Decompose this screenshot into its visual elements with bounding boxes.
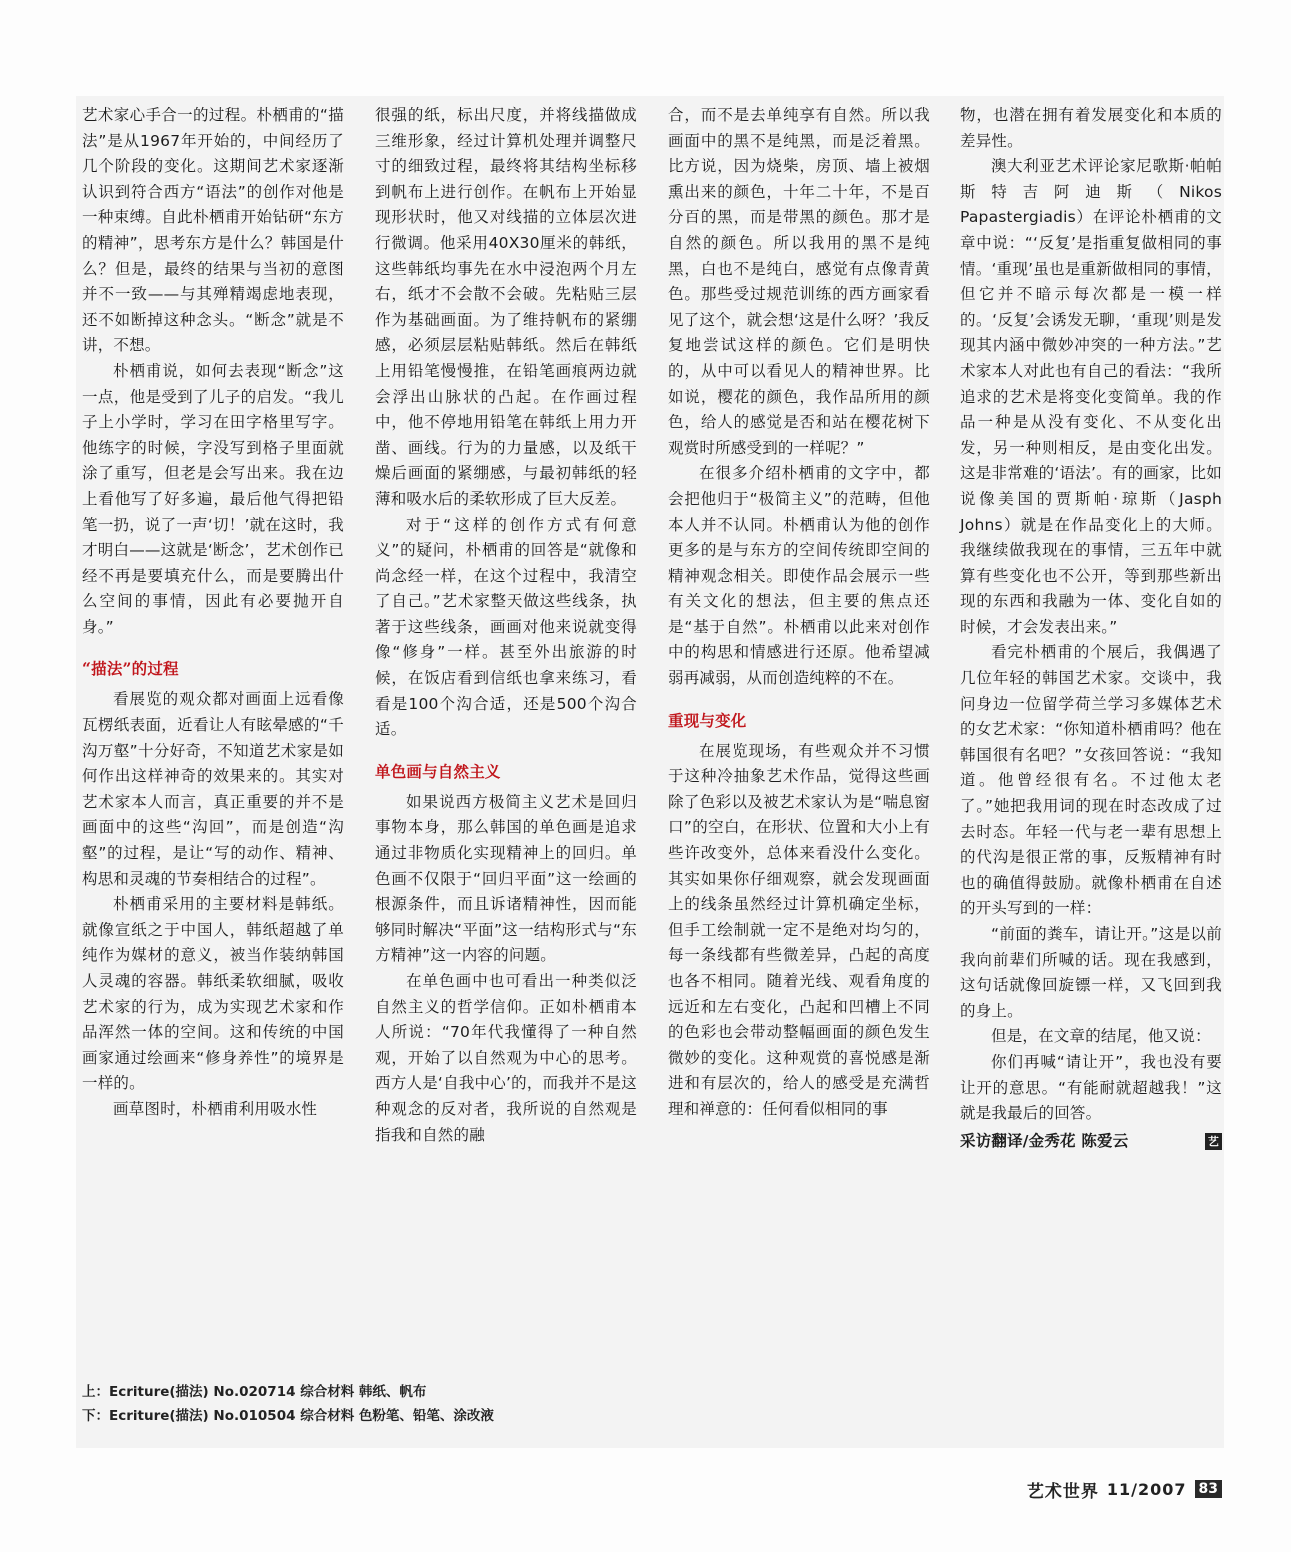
- caption-bottom: 下：Ecriture(描法) No.010504 综合材料 色粉笔、铅笔、涂改液: [82, 1408, 494, 1424]
- text-column-3: [668, 103, 930, 1123]
- paragraph: 画草图时，朴栖甫利用吸水性: [113, 1099, 318, 1118]
- text-column-2: [375, 103, 637, 1148]
- paragraph: “前面的粪车，请让开。”这是以前我向前辈们所喊的话。现在我感到，这句话就像回旋镖一样，又飞回到我的身上。: [960, 925, 1222, 1020]
- paragraph: 物，也潜在拥有着发展变化和本质的差异性。: [960, 106, 1222, 150]
- paragraph: 但是，在文章的结尾，他又说：: [991, 1027, 1211, 1046]
- page-number: 83: [1195, 1480, 1222, 1498]
- paragraph: 合，而不是去单纯享有自然。所以我画面中的黑不是纯黑，而是泛着黑。比方说，因为烧柴，房顶、墙上被烟熏出来的颜色，十年二十年，不是百分百的黑，而是带黑的颜色。那才是自然的颜色。所以我用的黑不是纯黑，白也不是纯白，感觉有点像青黄色。那些受过规范训练的西方画家看见了这个，就会想‘这是什么呀？’我反复地尝试这样的颜色。它们是明快的，从中可以看见人的精神世界。比如说，樱花的颜色，我作品所用的颜色，给人的感觉是否和站在樱花树下观赏时所感受到的一样呢？”: [668, 106, 930, 457]
- paragraph: 对于“这样的创作方式有何意义”的疑问，朴栖甫的回答是“就像和尚念经一样，在这个过程中，我清空了自己。”艺术家整天做这些线条，执著于这些线条，画画对他来说就变得像“修身”一样。甚至外出旅游的时候，在饭店看到信纸也拿来练习，看看是100个沟合适，还是500个沟合适。: [375, 515, 637, 739]
- paragraph: 艺术家心手合一的过程。朴栖甫的“描法”是从1967年开始的，中间经历了几个阶段的变化。这期间艺术家逐渐认识到符合西方“语法”的创作对他是一种束缚。自此朴栖甫开始钻研“东方的精神”，思考东方是什么？韩国是什么？但是，最终的结果与当初的意图并不一致——与其殚精竭虑地表现，还不如断掉这种念头。“断念”就是不讲，不想。: [82, 106, 344, 355]
- text-column-4: [960, 103, 1222, 1154]
- paragraph: 很强的纸，标出尺度，并将线描做成三维形象，经过计算机处理并调整尺寸的细致过程，最终将其结构坐标移到帆布上进行创作。在帆布上开始显现形状时，他又对线描的立体层次进行微调。他采用40X30厘米的韩纸，这些韩纸均事先在水中浸泡两个月左右，纸才不会散不会破。先粘贴三层作为基础画面。为了维持帆布的紧绷感，必须层层粘贴韩纸。然后在韩纸上用铅笔慢慢推，在铅笔画痕两边就会浮出山脉状的凸起。在作画过程中，他不停地用铅笔在韩纸上用力开凿、画线。行为的力量感，以及纸干燥后画面的紧绷感，与最初韩纸的轻薄和吸水后的柔软形成了巨大反差。: [375, 106, 637, 508]
- end-mark-icon: 艺: [1205, 1133, 1222, 1150]
- paragraph: 看展览的观众都对画面上远看像瓦楞纸表面，近看让人有眩晕感的“千沟万壑”十分好奇，不知道艺术家是如何作出这样神奇的效果来的。其实对艺术家本人而言，真正重要的并不是画面中的这些“沟回”，而是创造“沟壑”的过程，是让“写的动作、精神、构思和灵魂的节奏相结合的过程”。: [82, 690, 344, 888]
- paragraph: 在很多介绍朴栖甫的文字中，都会把他归于“极简主义”的范畴，但他本人并不认同。朴栖甫认为他的创作更多的是与东方的空间传统即空间的精神观念相关。即使作品会展示一些有关文化的想法，但主要的焦点还是“基于自然”。朴栖甫以此来对创作中的构思和情感进行还原。他希望减弱再减弱，从而创造纯粹的不在。: [668, 464, 930, 688]
- byline-text: 采访翻译/金秀花 陈爱云: [960, 1131, 1129, 1150]
- page-footer: [990, 1478, 1222, 1500]
- section-heading: “描法”的过程: [82, 659, 179, 679]
- paragraph: 澳大利亚艺术评论家尼歌斯·帕帕斯特吉阿迪斯（Nikos Papastergiadis）在评论朴栖甫的文章中说：“‘反复’是指重复做相同的事情。‘重现’虽也是重新做相同的事情，但它并不暗示每次都是一模一样的。‘反复’会诱发无聊，‘重现’则是发现其内涵中微妙冲突的一种方法。”艺术家本人对此也有自己的看法：“我所追求的艺术是将变化变简单。我的作品一种是从没有变化、不从变化出发，另一种则相反，是由变化出发。这是非常难的‘语法’。有的画家，比如说像美国的贾斯帕·琼斯（Jasph Johns）就是在作品变化上的大师。我继续做我现在的事情，三五年中就算有些变化也不公开，等到那些新出现的东西和我融为一体、变化自如的时候，才会发表出来。”: [960, 157, 1222, 636]
- paragraph: 你们再喊“请让开”，我也没有要让开的意思。“有能耐就超越我！”这就是我最后的回答。: [960, 1052, 1222, 1123]
- image-captions: [82, 1380, 782, 1428]
- issue-number: 11/2007: [1106, 1479, 1187, 1499]
- caption-top: 上：Ecriture(描法) No.020714 综合材料 韩纸、帆布: [82, 1384, 427, 1400]
- text-column-1: [82, 103, 344, 1123]
- magazine-logo: 艺术世界: [1026, 1481, 1099, 1502]
- paragraph: 朴栖甫说，如何去表现“断念”这一点，他是受到了儿子的启发。“我儿子上小学时，学习在田字格里写字。他练字的时候，字没写到格子里面就涂了重写，但老是会写出来。我在边上看他写了好多遍，最后他气得把铅笔一扔，说了一声‘切！’就在这时，我才明白——这就是‘断念’，艺术创作已经不再是要填充什么，而是要腾出什么空间的事情，因此有必要抛开自身。”: [82, 361, 344, 636]
- paragraph: 如果说西方极简主义艺术是回归事物本身，那么韩国的单色画是追求通过非物质化实现精神上的回归。单色画不仅限于“回归平面”这一绘画的根源条件，而且诉诸精神性，因而能够同时解决“平面”这一结构形式与“东方精神”这一内容的问题。: [375, 792, 637, 965]
- paragraph: 看完朴栖甫的个展后，我偶遇了几位年轻的韩国艺术家。交谈中，我问身边一位留学荷兰学习多媒体艺术的女艺术家：“你知道朴栖甫吗？他在韩国很有名吧？”女孩回答说：“我知道。他曾经很有名。不过他太老了。”她把我用词的现在时态改成了过去时态。年轻一代与老一辈有思想上的代沟是很正常的事，反叛精神有时也的确值得鼓励。就像朴栖甫在自述的开头写到的一样：: [960, 643, 1222, 918]
- paragraph: 在展览现场，有些观众并不习惯于这种冷抽象艺术作品，觉得这些画除了色彩以及被艺术家认为是“喘息窗口”的空白，在形状、位置和大小上有些许改变外，总体来看没什么变化。其实如果你仔细观察，就会发现画面上的线条虽然经过计算机确定坐标，但手工绘制就一定不是绝对均匀的，每一条线都有些微差异，凸起的高度也各不相同。随着光线、观看角度的远近和左右变化，凸起和凹槽上不同的色彩也会带动整幅画面的颜色发生微妙的变化。这种观赏的喜悦感是渐进和有层次的，给人的感受是充满哲理和禅意的：任何看似相同的事: [668, 741, 930, 1118]
- section-heading: 单色画与自然主义: [375, 761, 501, 781]
- paragraph: 在单色画中也可看出一种类似泛自然主义的哲学信仰。正如朴栖甫本人所说：“70年代我懂得了一种自然观，开始了以自然观为中心的思考。西方人是‘自我中心’的，而我并不是这种观念的反对者，我所说的自然观是指我和自然的融: [375, 972, 637, 1144]
- section-heading: 重现与变化: [668, 710, 747, 730]
- paragraph: 朴栖甫采用的主要材料是韩纸。就像宣纸之于中国人，韩纸超越了单纯作为媒材的意义，被当作装纳韩国人灵魂的容器。韩纸柔软细腻，吸收艺术家的行为，成为实现艺术家和作品浑然一体的空间。这和传统的中国画家通过绘画来“修身养性”的境界是一样的。: [82, 895, 344, 1093]
- byline: [960, 1129, 1222, 1155]
